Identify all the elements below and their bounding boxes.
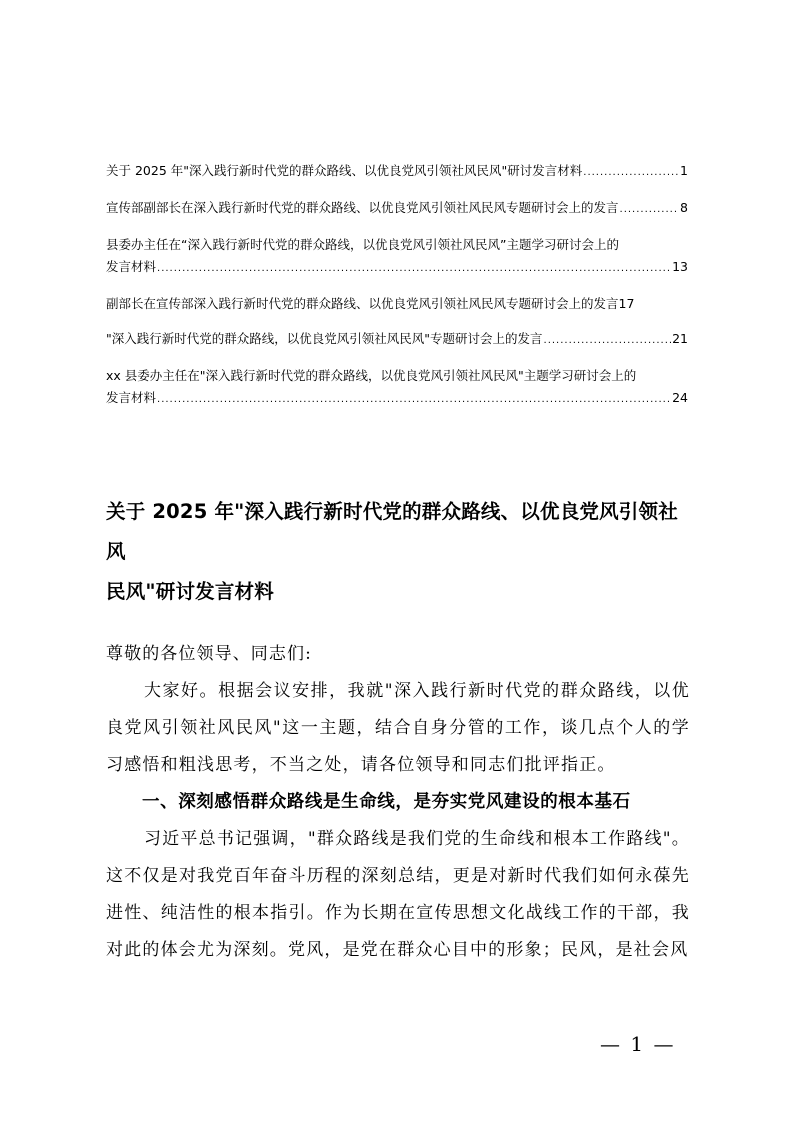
toc-entry[interactable] (106, 365, 688, 411)
toc-leader-dots (157, 258, 671, 280)
toc-entry-title-cont: 发言材料 (106, 390, 157, 405)
toc-entry-title: 副部长在宣传部深入践行新时代党的群众路线、以优良党风引领社风民风专题研讨会上的发言 (106, 296, 619, 311)
document-title-line-1: 关于 2025 年"深入践行新时代党的群众路线、以优良党风引领社风 (106, 500, 678, 563)
toc-entry[interactable] (106, 160, 688, 184)
paragraph-intro: 大家好。根据会议安排，我就"深入践行新时代党的群众路线，以优良党风引领社风民风"这一主题，结合自身分管的工作，谈几点个人的学习感悟和粗浅思考，不当之处，请各位领导和同志们批评指正。 (106, 681, 690, 775)
toc-page-number: 21 (672, 331, 688, 346)
toc-entry[interactable] (106, 197, 688, 221)
toc-entry-title: "深入践行新时代党的群众路线，以优良党风引领社风民风"专题研讨会上的发言 (106, 331, 543, 346)
toc-leader-dots (157, 389, 671, 411)
toc-entry-title: 宣传部副部长在深入践行新时代党的群众路线、以优良党风引领社风民风专题研讨会上的发言 (106, 200, 619, 215)
toc-page-number: 8 (680, 200, 688, 215)
toc-entry-title-cont: 发言材料 (106, 259, 157, 274)
toc-page-number: 1 (680, 163, 688, 178)
paragraph-section-1: 习近平总书记强调，"群众路线是我们党的生命线和根本工作路线"。这不仅是对我党百年奋斗历程的深刻总结，更是对新时代我们如何永葆先进性、纯洁性的根本指引。作为长期在宣传思想文化战线工作的干部，我对此的体会尤为深刻。党风，是党在群众心目中的形象；民风，是社会风 (106, 829, 690, 960)
toc-entry-title: xx 县委办主任在"深入践行新时代党的群众路线，以优良党风引领社风民风"主题学习研讨会上的 (106, 368, 637, 383)
toc-entry[interactable] (106, 234, 688, 280)
toc-entry[interactable] (106, 328, 688, 352)
toc-leader-dots (544, 330, 672, 352)
section-heading-1: 一、深刻感悟群众路线是生命线，是夯实党风建设的根本基石 (142, 792, 631, 812)
toc-page-number: 17 (618, 296, 635, 311)
document-body (106, 636, 690, 969)
toc-entry-title: 关于 2025 年"深入践行新时代党的群众路线、以优良党风引领社风民风"研讨发言材料 (106, 163, 583, 178)
toc-page-number: 24 (672, 390, 688, 405)
toc-leader-dots (583, 162, 679, 184)
salutation: 尊敬的各位领导、同志们: (106, 644, 312, 664)
document-title-line-2: 民风"研讨发言材料 (106, 580, 274, 603)
document-title (106, 492, 696, 612)
toc-entry[interactable] (106, 293, 688, 315)
table-of-contents (106, 160, 688, 424)
toc-leader-dots (620, 199, 680, 221)
page-number: — 1 — (600, 1032, 676, 1056)
toc-entry-title: 县委办主任在“深入践行新时代党的群众路线，以优良党风引领社风民风”主题学习研讨会上的 (106, 237, 619, 252)
toc-page-number: 13 (672, 259, 688, 274)
